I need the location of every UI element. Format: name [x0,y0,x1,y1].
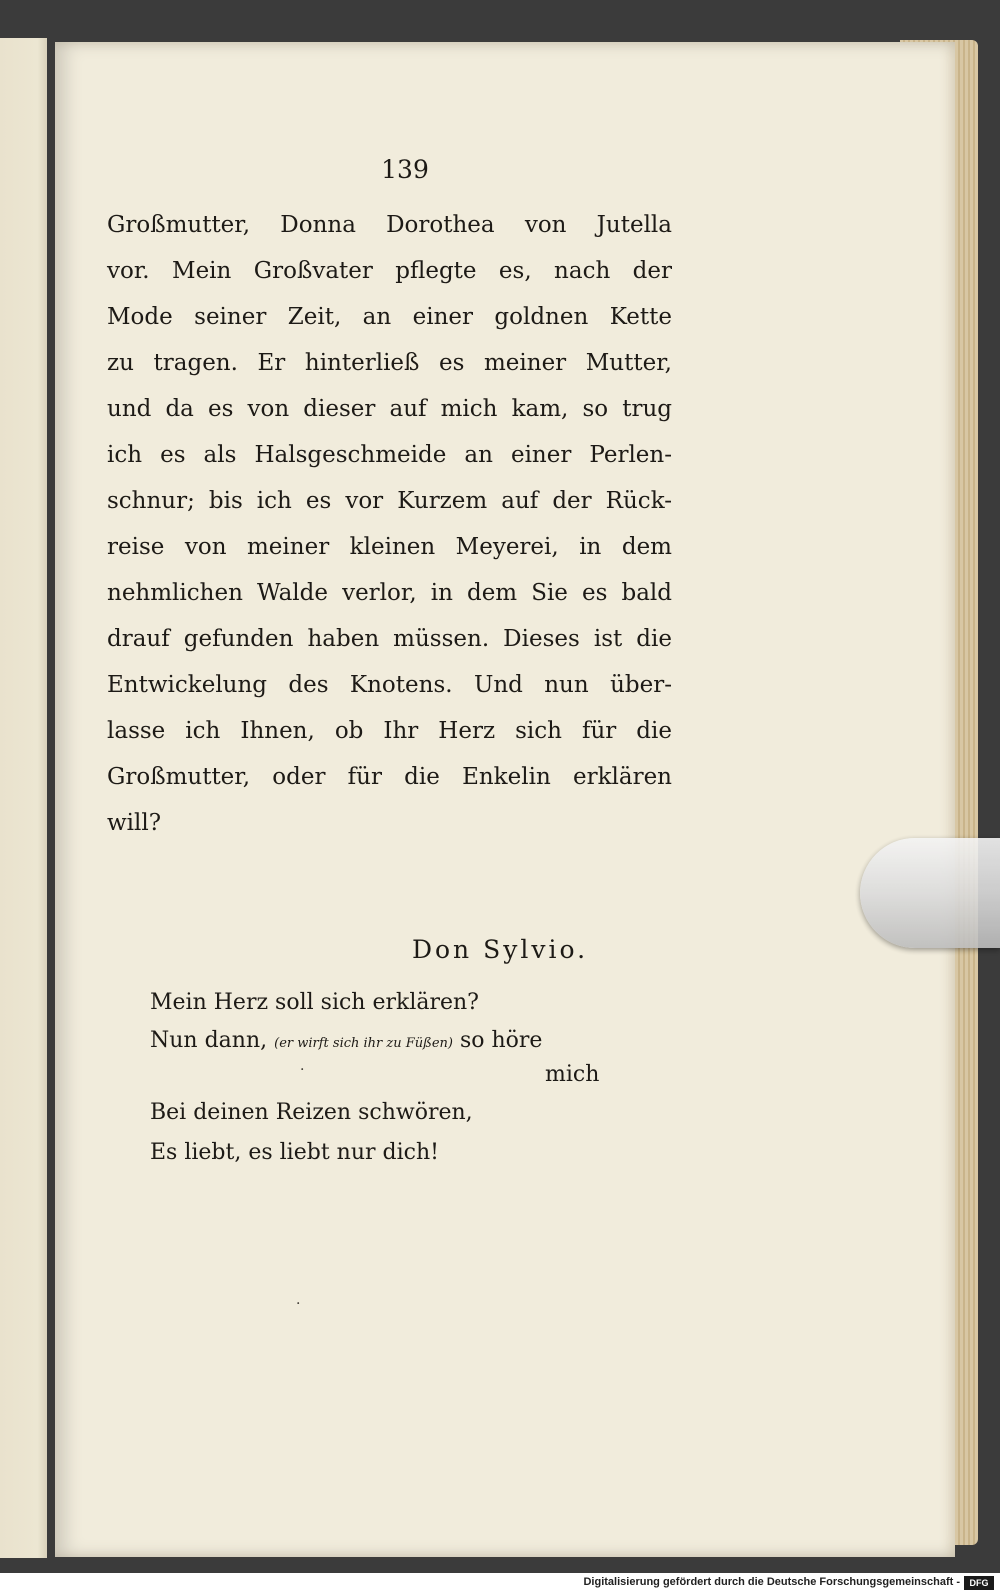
prose-line: zu tragen. Er hinterließ es meiner Mutter, [107,350,672,376]
verse-line-end: so höre [459,1028,543,1053]
verse-line: Mein Herz soll sich erklären? [150,990,479,1015]
prose-line: nehmlichen Walde verlor, in dem Sie es bald [107,580,672,606]
stage-direction: (er wirft sich ihr zu Füßen) [274,1036,453,1051]
digitization-footer [0,1573,1000,1595]
digitization-credit: Digitalisierung gefördert durch die Deutsche Forschungsgemeinschaft - [583,1576,960,1588]
speaker-heading: Don Sylvio. [411,935,589,964]
verse-line [150,1028,542,1053]
page-number: 139 [381,155,429,184]
verse-line-continuation: mich [545,1062,600,1087]
prose-line: Entwickelung des Knotens. Und nun über- [107,672,672,698]
prose-line: Mode seiner Zeit, an einer goldnen Kette [107,304,672,330]
verse-line: Bei deinen Reizen schwören, [150,1100,473,1125]
prose-line: will? [107,810,162,836]
prose-line: ich es als Halsgeschmeide an einer Perlen- [107,442,672,468]
verse-line-start: Nun dann, [150,1028,268,1053]
prose-line: Großmutter, Donna Dorothea von Jutella [107,212,672,238]
page-clip-holder [860,838,1000,948]
prose-line: und da es von dieser auf mich kam, so trug [107,396,672,422]
prose-line: vor. Mein Großvater pflegte es, nach der [107,258,672,284]
prose-line: drauf gefunden haben müssen. Dieses ist die [107,626,672,652]
ink-speck: · [300,1062,305,1078]
previous-page-edge [0,38,47,1558]
prose-line: schnur; bis ich es vor Kurzem auf der Rück- [107,488,672,514]
ink-speck: · [296,1296,301,1312]
prose-line: lasse ich Ihnen, ob Ihr Herz sich für die [107,718,672,744]
prose-line: Großmutter, oder für die Enkelin erklären [107,764,672,790]
prose-line: reise von meiner kleinen Meyerei, in dem [107,534,672,560]
verse-line: Es liebt, es liebt nur dich! [150,1140,439,1165]
dfg-logo-icon: DFG [964,1576,994,1590]
